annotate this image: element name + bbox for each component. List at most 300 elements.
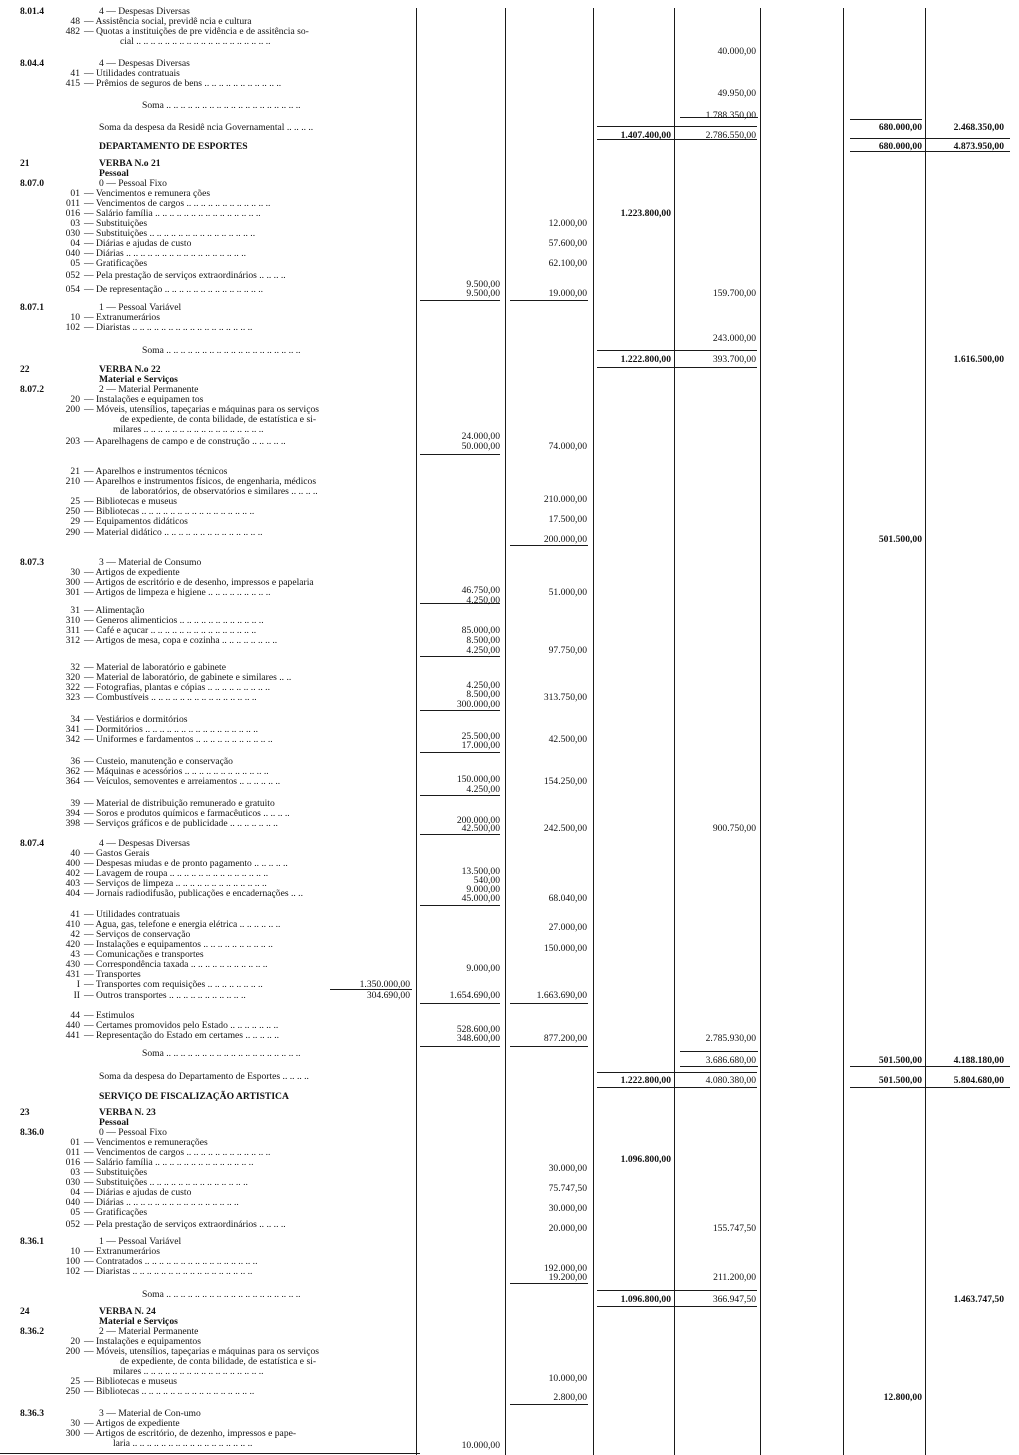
budget-row: [0, 1207, 1019, 1218]
amount-c4: 1.407.400,00: [620, 130, 671, 141]
section-code: 21: [20, 158, 30, 169]
total-rule: [597, 1087, 757, 1088]
item-code: 20: [70, 1336, 80, 1347]
item-code: 404: [65, 888, 80, 899]
total-rule: [420, 834, 500, 835]
item-description: milares .. .. .. .. .. .. .. .. .. .. .. .. .. .. .. .. ..: [113, 1366, 264, 1377]
item-code: 054: [65, 284, 80, 295]
item-description: — Aparelhos e instrumentos técnicos: [84, 466, 228, 477]
item-description: — Alimentação: [84, 605, 145, 616]
item-description: 2 — Material Permanente: [99, 384, 199, 395]
item-description: — Assistência social, previdê ncia e cultura: [84, 16, 252, 27]
item-code: 01: [70, 1137, 80, 1148]
item-code: 400: [65, 858, 80, 869]
amount-c6: 680.000,00: [878, 141, 922, 152]
amount-c0: 304.690,00: [366, 990, 410, 1001]
item-code: 43: [70, 949, 80, 960]
item-code: 323: [65, 692, 80, 703]
item-description: — Diárias .. .. .. .. .. .. .. .. .. .. .. .. .. .. .. .. ..: [84, 248, 247, 259]
item-code: II: [73, 990, 80, 1001]
item-code: 04: [70, 1187, 80, 1198]
item-code: 41: [70, 68, 80, 79]
section-code: 23: [20, 1107, 30, 1118]
amount-c1: 13.500,00: [461, 866, 500, 877]
amount-c1: 25.500,00: [461, 731, 500, 742]
budget-row: [0, 740, 1019, 751]
item-description: — Bibliotecas e museus: [84, 496, 177, 507]
item-code: 04: [70, 238, 80, 249]
budget-row: [0, 534, 1019, 545]
item-code: 312: [65, 635, 80, 646]
item-description: — Máquinas e acessórios .. .. .. .. .. .. .. .. .. .. .. ..: [84, 766, 269, 777]
item-code: 052: [65, 1219, 80, 1230]
item-description: cial .. .. .. .. .. .. .. .. .. .. .. .. .. .. .. .. .. .. ..: [120, 36, 271, 47]
item-description: — Móveis, utensílios, tapeçarias e máquinas para os serviços: [84, 1346, 319, 1357]
item-description: DEPARTAMENTO DE ESPORTES: [99, 141, 248, 152]
item-description: — Pela prestação de serviços extraordinários .. .. .. ..: [84, 270, 286, 281]
item-description: — Serviços de limpeza .. .. .. .. .. .. .. .. .. .. .. .. ..: [84, 878, 267, 889]
item-code: 040: [65, 248, 80, 259]
item-code: 29: [70, 516, 80, 527]
budget-row: [0, 1075, 1019, 1086]
item-description: — Vencimentos e remunera ções: [84, 188, 211, 199]
budget-row: [0, 1392, 1019, 1403]
item-description: — Transportes: [84, 969, 141, 980]
item-description: — Artigos de expediente: [84, 567, 180, 578]
budget-row: [0, 516, 1019, 527]
budget-row: [0, 893, 1019, 904]
amount-c3: 62.100,00: [548, 258, 587, 269]
item-description: — Material didático .. .. .. .. .. .. .. .. .. .. .. .. .. ..: [84, 527, 263, 538]
item-description: — Vencimentos de cargos .. .. .. .. .. .. .. .. .. .. .. ..: [84, 198, 271, 209]
item-description: 1 — Pessoal Variável: [99, 1236, 182, 1247]
amount-c1: 9.500,00: [466, 288, 500, 299]
item-code: 398: [65, 818, 80, 829]
item-description: — Móveis, utensílios, tapeçarias e máquinas para os serviços: [84, 404, 319, 415]
item-code: 011: [65, 1147, 80, 1158]
item-description: — Combustíveis .. .. .. .. .. .. .. .. .. .. .. .. .. .. ..: [84, 692, 257, 703]
amount-c1: 300.000,00: [456, 699, 500, 710]
item-description: — Substituições: [84, 218, 148, 229]
item-description: Soma da despesa do Departamento de Esportes .. .. .. ..: [99, 1071, 309, 1082]
amount-c5: 1.788.350,00: [705, 110, 756, 121]
amount-c1: 50.000,00: [461, 441, 500, 452]
item-description: — Comunicações e transportes: [84, 949, 204, 960]
amount-c1: 9.500,00: [466, 279, 500, 290]
item-code: 410: [65, 919, 80, 930]
amount-c3: 68.040,00: [548, 893, 587, 904]
item-description: — Artigos de expediente: [84, 1418, 180, 1429]
item-code: 403: [65, 878, 80, 889]
total-rule: [680, 1066, 758, 1067]
item-description: — Gratificações: [84, 258, 148, 269]
item-code: 44: [70, 1010, 80, 1021]
amount-c6: 501.500,00: [878, 1055, 922, 1066]
item-code: 200: [65, 1346, 80, 1357]
item-description: 0 — Pessoal Fixo: [99, 178, 167, 189]
amount-c3: 51.000,00: [548, 587, 587, 598]
item-code: 102: [65, 322, 80, 333]
item-description: — Serviços gráficos e de publicidade .. .. .. .. .. .. ..: [84, 818, 278, 829]
item-description: — Prêmios de seguros de bens .. .. .. .. .. .. .. .. .. .. ..: [84, 78, 282, 89]
budget-row: [0, 46, 1019, 57]
item-description: — Artigos de escritório, de dezenho, impressos e pape-: [84, 1428, 297, 1439]
item-description: 2 — Material Permanente: [99, 1326, 199, 1337]
item-description: — Serviços de conservação: [84, 929, 191, 940]
item-description: Soma .. .. .. .. .. .. .. .. .. .. .. .. .. .. .. .. .. .. ..: [142, 1048, 301, 1059]
total-rule: [0, 1453, 420, 1454]
item-description: — Soros e produtos químicos e farmacêuticos .. .. .. ..: [84, 808, 290, 819]
item-description: — Substituições: [84, 1167, 148, 1178]
budget-row: [0, 441, 1019, 452]
item-description: — Material de laboratório, de gabinete e similares .. ..: [84, 672, 292, 683]
amount-c3: 97.750,00: [548, 645, 587, 656]
item-description: — Diárias .. .. .. .. .. .. .. .. .. .. .. .. .. .. .. ..: [84, 1197, 239, 1208]
amount-c3: 17.500,00: [548, 514, 587, 525]
item-description: — Salário família .. .. .. .. .. .. .. .. .. .. .. .. .. ..: [84, 1157, 254, 1168]
item-code: 03: [70, 218, 80, 229]
item-code: 10: [70, 312, 80, 323]
item-description: Soma da despesa da Residê ncia Governamental .. .. .. ..: [99, 122, 314, 133]
item-description: — Certames promovidos pelo Estado .. .. .. .. .. .. ..: [84, 1020, 279, 1031]
amount-c3: 877.200,00: [543, 1033, 587, 1044]
total-rule: [420, 905, 500, 906]
amount-c5: 155.747,50: [712, 1223, 756, 1234]
item-description: — Equipamentos didáticos: [84, 516, 188, 527]
amount-c1: 4.250,00: [466, 595, 500, 606]
item-code: 42: [70, 929, 80, 940]
section-code: 8.07.4: [20, 838, 44, 849]
item-description: — Instalações e equipamentos: [84, 1336, 201, 1347]
amount-c7: 4.188.180,00: [953, 1055, 1004, 1066]
budget-row: [0, 322, 1019, 333]
item-description: 1 — Pessoal Variável: [99, 302, 182, 313]
item-description: milares .. .. .. .. .. .. .. .. .. .. .. .. .. .. .. .. ..: [113, 424, 264, 435]
item-code: 016: [65, 208, 80, 219]
amount-c1: 200.000,00: [456, 815, 500, 826]
item-description: — Veículos, semoventes e arreiamentos .. .. .. .. .. ..: [84, 776, 281, 787]
amount-c4: 1.096.800,00: [620, 1154, 671, 1165]
item-code: 48: [70, 16, 80, 27]
item-description: — Artigos de limpeza e higiene .. .. .. .. .. .. .. .. ..: [84, 587, 271, 598]
amount-c6: 501.500,00: [878, 1075, 922, 1086]
item-code: 31: [70, 605, 80, 616]
item-code: 250: [65, 1386, 80, 1397]
budget-row: [0, 110, 1019, 121]
item-code: 03: [70, 1167, 80, 1178]
item-description: Soma .. .. .. .. .. .. .. .. .. .. .. .. .. .. .. .. .. .. ..: [142, 100, 301, 111]
item-description: — Generos alimenticios .. .. .. .. .. .. .. .. .. .. .. ..: [84, 615, 264, 626]
item-code: 440: [65, 1020, 80, 1031]
item-description: — Aparelhos e instrumentos físicos, de engenharia, médicos: [84, 476, 317, 487]
budget-row: [0, 645, 1019, 656]
item-description: — Despesas miudas e de pronto pagamento .. .. .. .. ..: [84, 858, 288, 869]
item-code: 415: [65, 78, 80, 89]
item-code: 016: [65, 1157, 80, 1168]
amount-c0: 1.350.000,00: [359, 979, 410, 990]
item-code: 320: [65, 672, 80, 683]
budget-row: [0, 979, 1019, 990]
amount-c4: 1.222.800,00: [620, 354, 671, 365]
amount-c3: 242.500,00: [543, 823, 587, 834]
item-description: — Jornais radiodifusão, publicações e encadernações .. ..: [84, 888, 303, 899]
budget-row: [0, 990, 1019, 1001]
item-code: 102: [65, 1266, 80, 1277]
item-description: — Estimulos: [84, 1010, 135, 1021]
amount-c1: 45.000,00: [461, 893, 500, 904]
item-code: 402: [65, 868, 80, 879]
amount-c5: 366.947,50: [712, 1294, 756, 1305]
amount-c1: 10.000,00: [461, 1440, 500, 1451]
amount-c5: 211.200,00: [713, 1272, 756, 1283]
budget-row: [0, 1294, 1019, 1305]
item-description: — Correspondência taxada .. .. .. .. .. .. .. .. .. .. ..: [84, 959, 268, 970]
item-description: — Vencimentos e remunerações: [84, 1137, 208, 1148]
amount-c7: 2.468.350,00: [953, 122, 1004, 133]
item-description: 3 — Material de Consumo: [99, 557, 202, 568]
total-rule: [850, 1066, 1010, 1067]
amount-c5: 243.000,00: [712, 333, 756, 344]
item-description: — Vencimentos de cargos .. .. .. .. .. .. .. .. .. .. .. ..: [84, 1147, 271, 1158]
item-code: 341: [65, 724, 80, 735]
amount-c3: 12.000,00: [548, 218, 587, 229]
budget-row: [0, 88, 1019, 99]
amount-c3: 42.500,00: [548, 734, 587, 745]
item-code: 25: [70, 496, 80, 507]
item-description: 4 — Despesas Diversas: [99, 6, 190, 17]
budget-row: [0, 1272, 1019, 1283]
section-code: 8.36.0: [20, 1127, 44, 1138]
section-code: 24: [20, 1306, 30, 1317]
amount-c5: 2.786.550,00: [705, 130, 756, 141]
amount-c1: 8.500,00: [466, 635, 500, 646]
item-code: 441: [65, 1030, 80, 1041]
budget-row: [0, 1033, 1019, 1044]
budget-row: [0, 288, 1019, 299]
item-description: — Café e açucar .. .. .. .. .. .. .. .. .. .. .. .. .. .. ..: [84, 625, 257, 636]
amount-c5: 900.750,00: [712, 823, 756, 834]
item-description: VERBA N. 23: [99, 1107, 156, 1118]
amount-c5: 2.785.930,00: [705, 1033, 756, 1044]
item-description: — Representação do Estado em certames .. .. .. .. ..: [84, 1030, 280, 1041]
amount-c3: 57.600,00: [548, 238, 587, 249]
item-description: 3 — Material de Con-umo: [99, 1408, 201, 1419]
item-code: 362: [65, 766, 80, 777]
item-description: 0 — Pessoal Fixo: [99, 1127, 167, 1138]
item-description: — Agua, gas, telefone e energia elétrica .. .. .. .. .. ..: [84, 919, 281, 930]
item-description: — Instalações e equipamentos .. .. .. .. .. .. .. .. .. ..: [84, 939, 273, 950]
item-code: 39: [70, 798, 80, 809]
item-description: Material e Serviços: [99, 374, 178, 385]
amount-c1: 348.600,00: [456, 1033, 500, 1044]
item-description: — Artigos de mesa, copa e cozinha .. .. .. .. .. .. .. ..: [84, 635, 278, 646]
item-code: 290: [65, 527, 80, 538]
item-code: 250: [65, 506, 80, 517]
item-description: — Dormitórios .. .. .. .. .. .. .. .. .. .. .. .. .. .. .. ..: [84, 724, 259, 735]
item-description: — Lavagem de roupa .. .. .. .. .. .. .. .. .. .. .. .. .. ..: [84, 868, 269, 879]
amount-c7: 4.873.950,00: [953, 141, 1004, 152]
item-description: — Outros transportes .. .. .. .. .. .. .. .. .. .. ..: [84, 990, 246, 1001]
budget-row: [0, 1055, 1019, 1066]
item-description: — Contratados .. .. .. .. .. .. .. .. .. .. .. .. .. .. .. ..: [84, 1256, 258, 1267]
item-description: — Bibliotecas e museus: [84, 1376, 177, 1387]
item-description: — Instalações e equipamen tos: [84, 394, 204, 405]
item-code: 25: [70, 1376, 80, 1387]
item-code: 300: [65, 1428, 80, 1439]
section-code: 8.07.1: [20, 302, 44, 313]
budget-row: [0, 784, 1019, 795]
amount-c5: 393.700,00: [712, 354, 756, 365]
budget-row: [0, 130, 1019, 141]
item-code: 420: [65, 939, 80, 950]
item-description: — Material de laboratório e gabinete: [84, 662, 226, 673]
amount-c3: 27.000,00: [548, 922, 587, 933]
section-code: 8.07.0: [20, 178, 44, 189]
item-description: 4 — Despesas Diversas: [99, 838, 190, 849]
amount-c3: 10.000,00: [548, 1373, 587, 1384]
total-rule: [420, 710, 500, 711]
item-code: 030: [65, 228, 80, 239]
budget-row: [0, 1091, 1019, 1102]
item-code: 30: [70, 567, 80, 578]
amount-c1: 540,00: [473, 875, 500, 886]
amount-c3: 313.750,00: [543, 692, 587, 703]
item-description: — Diaristas .. .. .. .. .. .. .. .. .. .. .. .. .. .. .. .. ..: [84, 322, 253, 333]
total-rule: [420, 300, 500, 301]
amount-c3: 74.000,00: [548, 441, 587, 452]
amount-c1: 1.654.690,00: [449, 990, 500, 1001]
total-rule: [850, 1087, 1010, 1088]
budget-row: [0, 258, 1019, 269]
item-code: 36: [70, 756, 80, 767]
item-description: — Bibliotecas .. .. .. .. .. .. .. .. .. .. .. .. .. .. .. ..: [84, 506, 255, 517]
item-description: Material e Serviços: [99, 1316, 178, 1327]
item-code: 342: [65, 734, 80, 745]
item-code: 364: [65, 776, 80, 787]
amount-c1: 9.000,00: [466, 884, 500, 895]
amount-c3: 200.000,00: [543, 534, 587, 545]
amount-c5: 40.000,00: [717, 46, 756, 57]
amount-c4: 1.096.800,00: [620, 1294, 671, 1305]
section-code: 22: [20, 364, 30, 375]
section-code: 8.04.4: [20, 58, 44, 69]
item-code: 482: [65, 26, 80, 37]
item-description: — De representação .. .. .. .. .. .. .. .. .. .. .. .. .. ..: [84, 284, 264, 295]
section-code: 8.07.3: [20, 557, 44, 568]
section-code: 8.36.3: [20, 1408, 44, 1419]
item-description: — Pela prestação de serviços extraordinários .. .. .. ..: [84, 1219, 286, 1230]
item-description: 4 — Despesas Diversas: [99, 58, 190, 69]
amount-c3: 210.000,00: [543, 494, 587, 505]
total-rule: [420, 1003, 500, 1004]
item-code: I: [76, 979, 80, 990]
item-description: — Salário família .. .. .. .. .. .. .. .. .. .. .. .. .. .. ..: [84, 208, 261, 219]
item-description: — Diárias e ajudas de custo: [84, 238, 192, 249]
amount-c1: 17.000,00: [461, 740, 500, 751]
item-code: 052: [65, 270, 80, 281]
section-code: 8.07.2: [20, 384, 44, 395]
budget-row: [0, 823, 1019, 834]
amount-c3: 19.000,00: [548, 288, 587, 299]
item-code: 310: [65, 615, 80, 626]
item-description: de laboratórios, de observatórios e similares .. .. .. ..: [120, 486, 318, 497]
item-code: 10: [70, 1246, 80, 1257]
item-code: 21: [70, 466, 80, 477]
amount-c3: 75.747,50: [548, 1183, 587, 1194]
item-description: — Quotas a instituições de pre vidência e de assitência so-: [84, 26, 309, 37]
amount-c4: 1.222.800,00: [620, 1075, 671, 1086]
item-description: de expediente, de conta bilidade, de estatística e si-: [120, 414, 317, 425]
item-description: — Gratificações: [84, 1207, 148, 1218]
amount-c3: 30.000,00: [548, 1203, 587, 1214]
amount-c7: 1.616.500,00: [953, 354, 1004, 365]
amount-c4: 1.223.800,00: [620, 208, 671, 219]
item-description: — Aparelhagens de campo e de construção .. .. .. .. ..: [84, 436, 286, 447]
item-code: 05: [70, 1207, 80, 1218]
item-description: — Substituições .. .. .. .. .. .. .. .. .. .. .. .. .. .. ..: [84, 228, 256, 239]
item-description: — Utilidades contratuais: [84, 68, 180, 79]
item-description: Pessoal: [99, 168, 129, 179]
item-code: 203: [65, 436, 80, 447]
item-description: de expediente, de conta bilidade, de estatística e si-: [120, 1356, 317, 1367]
item-code: 210: [65, 476, 80, 487]
section-code: 8.36.1: [20, 1236, 44, 1247]
amount-c3: 2.800,00: [553, 1392, 587, 1403]
item-description: — Utilidades contratuais: [84, 909, 180, 920]
amount-c1: 46.750,00: [461, 585, 500, 596]
amount-c1: 150.000,00: [456, 774, 500, 785]
item-code: 30: [70, 1418, 80, 1429]
amount-c3: 19.200,00: [548, 1272, 587, 1283]
total-rule: [510, 545, 588, 546]
item-code: 200: [65, 404, 80, 415]
amount-c6: 680.000,00: [878, 122, 922, 133]
item-code: 311: [65, 625, 80, 636]
budget-row: [0, 141, 1019, 152]
amount-c1: 42.500,00: [461, 823, 500, 834]
budget-row: [0, 699, 1019, 710]
item-code: 011: [65, 198, 80, 209]
total-rule: [510, 1404, 588, 1405]
total-rule: [420, 752, 500, 753]
amount-c1: 9.000,00: [466, 963, 500, 974]
item-description: — Artigos de escritório e de desenho, impressos e papelaria: [84, 577, 314, 588]
budget-row: [0, 1440, 1019, 1451]
amount-c5: 3.686.680,00: [705, 1055, 756, 1066]
item-description: — Extranumerários: [84, 312, 160, 323]
item-code: 040: [65, 1197, 80, 1208]
item-code: 20: [70, 394, 80, 405]
item-description: — Transportes com requisições .. .. .. .. .. .. .. ..: [84, 979, 263, 990]
amount-c3: 30.000,00: [548, 1163, 587, 1174]
budget-row: [0, 333, 1019, 344]
total-rule: [420, 454, 500, 455]
total-rule: [510, 300, 588, 301]
total-rule: [510, 1003, 588, 1004]
item-description: — Diárias e ajudas de custo: [84, 1187, 192, 1198]
item-code: 301: [65, 587, 80, 598]
item-code: 300: [65, 577, 80, 588]
item-code: 01: [70, 188, 80, 199]
amount-c1: 4.250,00: [466, 680, 500, 691]
item-description: laria .. .. .. .. .. .. .. .. .. .. .. .. .. .. .. .. ..: [113, 1438, 253, 1449]
amount-c6: 12.800,00: [883, 1392, 922, 1403]
item-code: 32: [70, 662, 80, 673]
item-code: 05: [70, 258, 80, 269]
item-code: 431: [65, 969, 80, 980]
item-code: 394: [65, 808, 80, 819]
amount-c3: 154.250,00: [543, 776, 587, 787]
